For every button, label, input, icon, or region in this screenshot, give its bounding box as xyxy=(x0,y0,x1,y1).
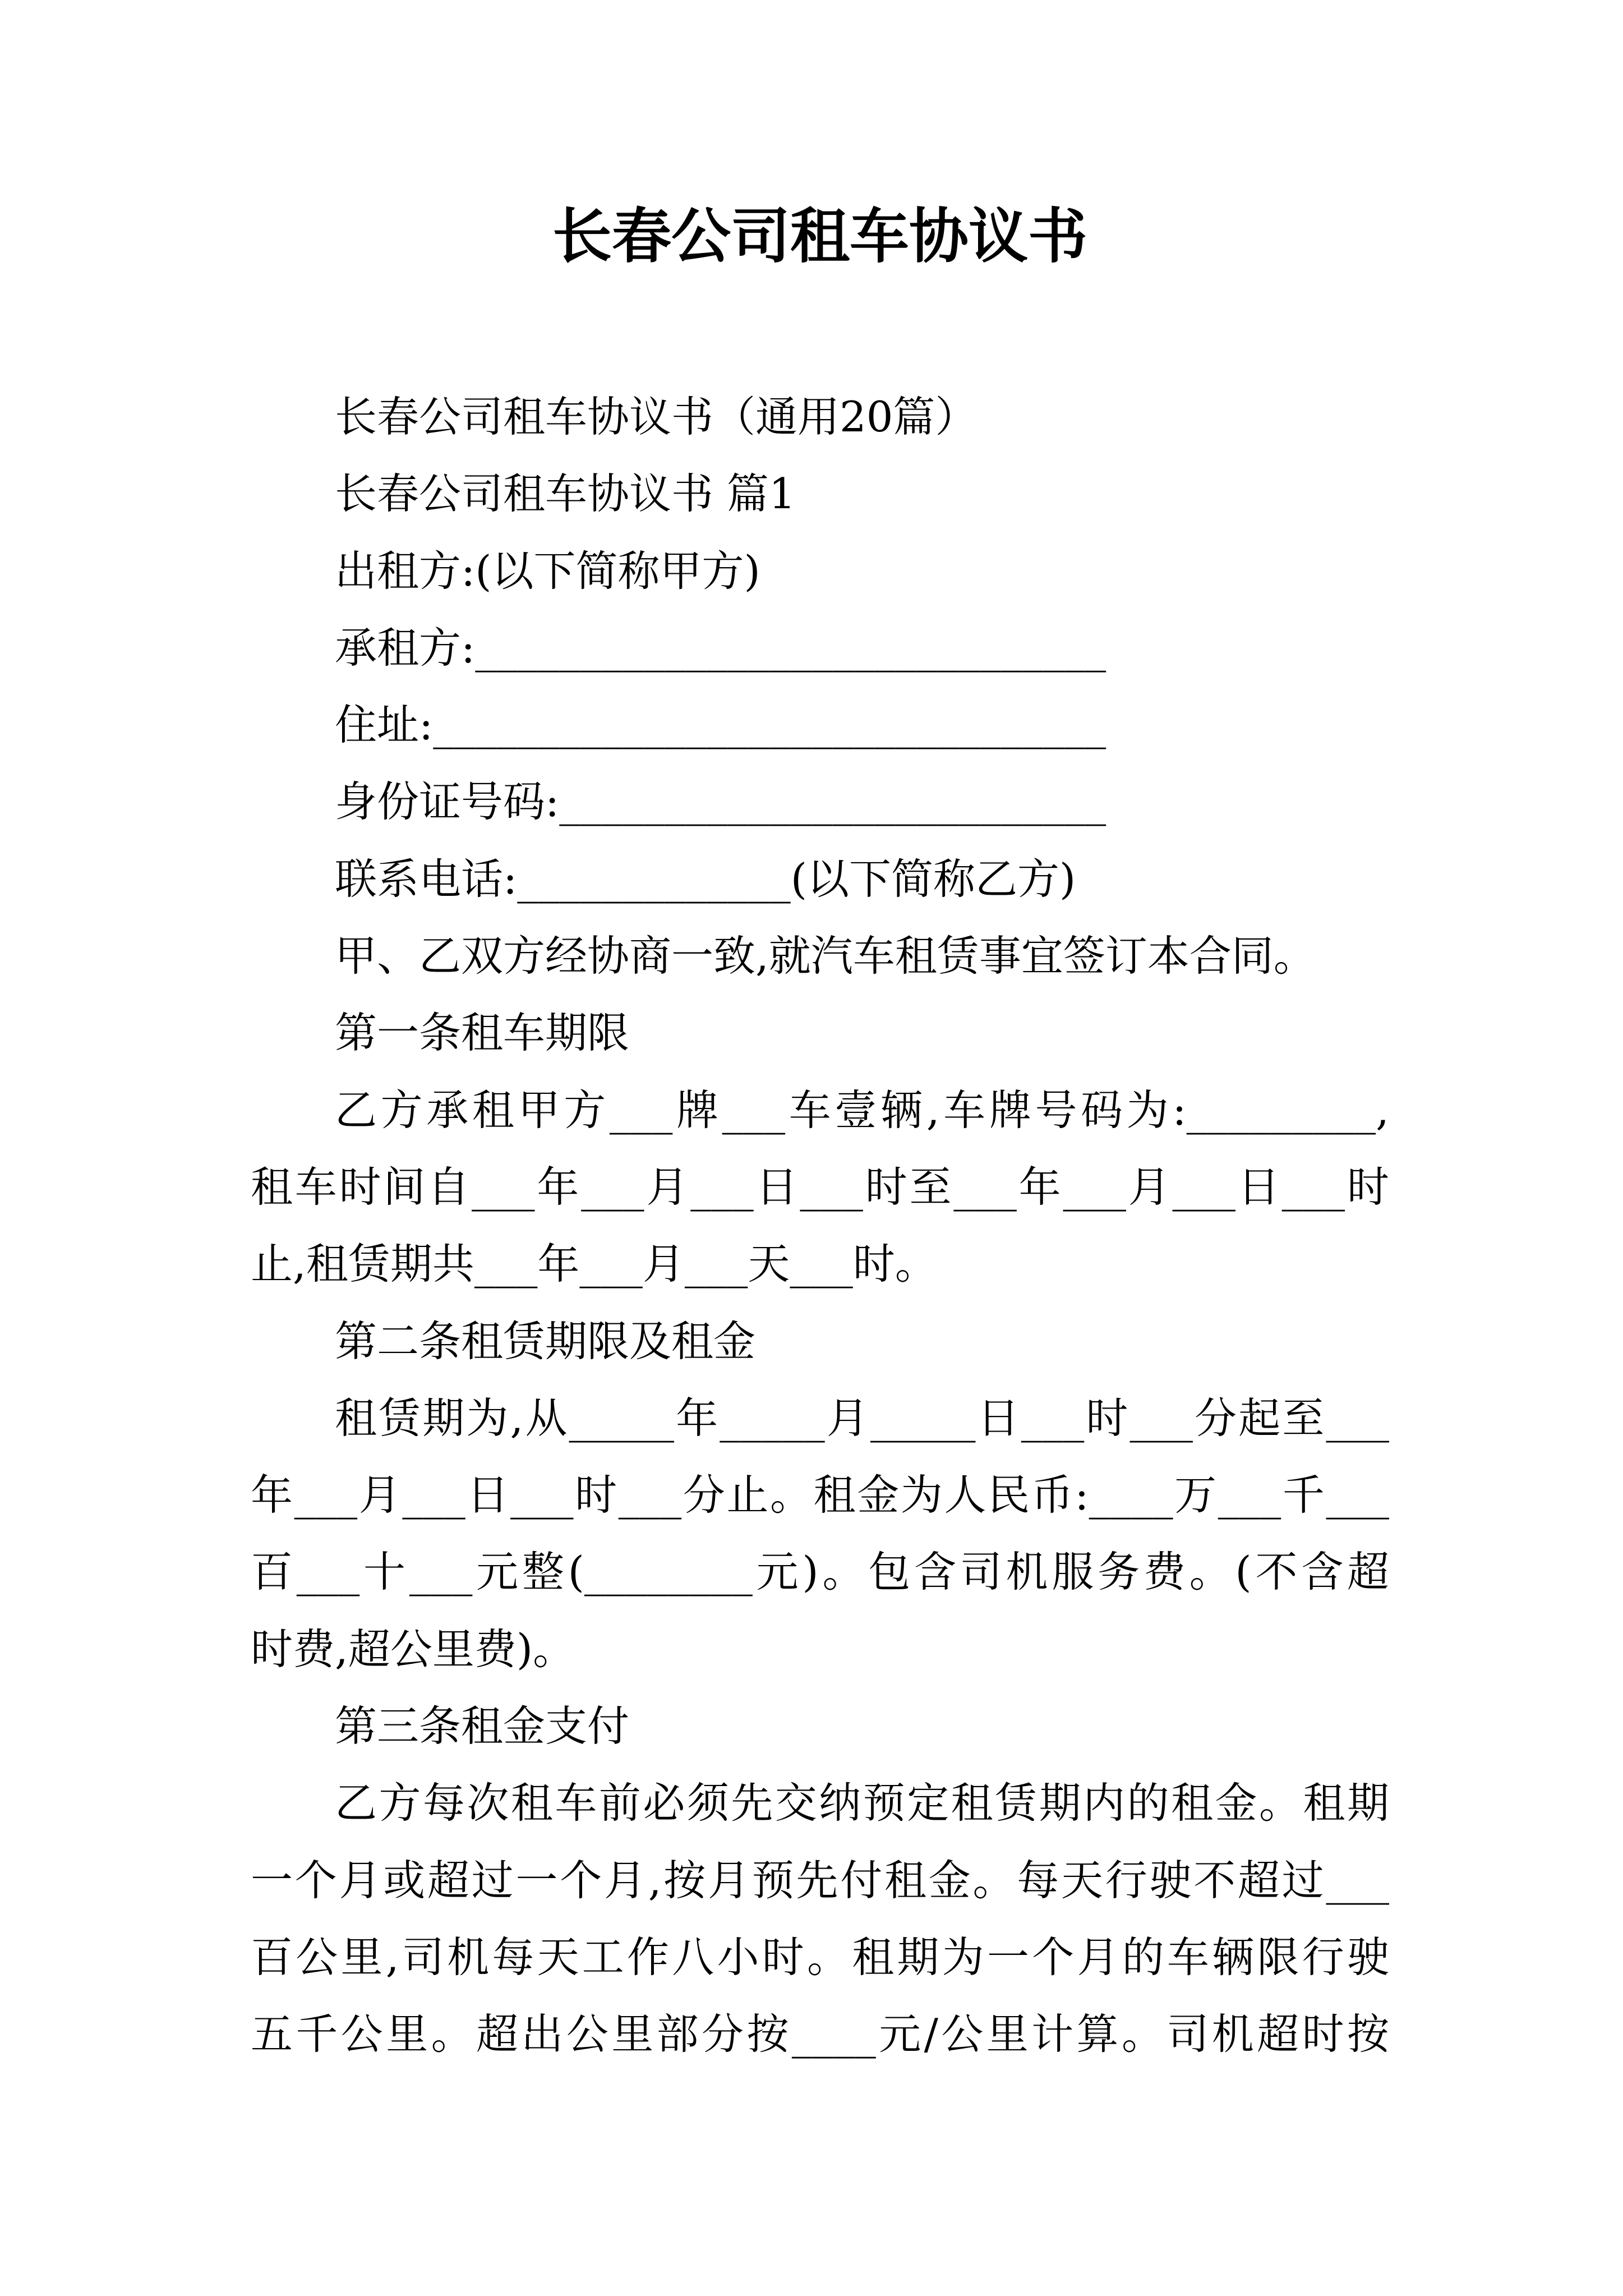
clause-1-body xyxy=(251,1072,1389,1303)
clause-2-heading xyxy=(251,1303,1389,1380)
paragraph-line: 乙方每次租车前必须先交纳预定租赁期内的租金。租期 xyxy=(335,1778,1389,1828)
paragraph-line: 长春公司租车协议书（通用20篇） xyxy=(335,392,978,441)
paragraph-line: 甲、乙双方经协商一致,就汽车租赁事宜签订本合同。 xyxy=(335,931,1316,981)
clause-3-body xyxy=(251,1765,1389,2073)
paragraph-line: 租赁期为,从_____年_____月_____日___时___分起至___ xyxy=(335,1393,1389,1443)
document-title: 长春公司租车协议书 xyxy=(552,201,1087,271)
agreement-intro xyxy=(251,918,1389,995)
paragraph-line: 止,租赁期共___年___月___天___时。 xyxy=(251,1239,937,1289)
clause-2-body xyxy=(251,1380,1389,1688)
clause-1-heading xyxy=(251,995,1389,1071)
paragraph-line: 长春公司租车协议书 篇1 xyxy=(335,469,796,519)
paragraph-line: 第三条租金支付 xyxy=(335,1701,630,1751)
article-heading xyxy=(251,455,1389,532)
paragraph-line: 乙方承租甲方___牌___车壹辆,车牌号码为:_________, xyxy=(335,1085,1389,1135)
document-body xyxy=(251,379,1389,2073)
clause-3-heading xyxy=(251,1688,1389,1765)
paragraph-line: 第二条租赁期限及租金 xyxy=(335,1316,756,1366)
paragraph-line: 住址:________________________________ xyxy=(335,700,1106,750)
paragraph-line: 百公里,司机每天工作八小时。租期为一个月的车辆限行驶 xyxy=(251,1932,1389,1982)
paragraph-line: 租车时间自___年___月___日___时至___年___月___日___时 xyxy=(251,1162,1389,1212)
paragraph-line: 出租方:(以下简称甲方) xyxy=(335,546,760,596)
paragraph-line: 时费,超公里费)。 xyxy=(251,1624,575,1674)
address-field xyxy=(251,687,1389,763)
lessor-field xyxy=(251,533,1389,610)
paragraph-line: 一个月或超过一个月,按月预先付租金。每天行驶不超过___ xyxy=(251,1855,1389,1905)
paragraph-line: 身份证号码:__________________________ xyxy=(335,777,1106,827)
id-number-field xyxy=(251,763,1389,840)
paragraph-line: 百___十___元整(________元)。包含司机服务费。(不含超 xyxy=(251,1547,1389,1597)
paragraph-line: 联系电话:_____________(以下简称乙方) xyxy=(335,854,1076,904)
paragraph-line: 承租方:______________________________ xyxy=(335,623,1106,673)
paragraph-line: 年___月___日___时___分止。租金为人民币:____万___千___ xyxy=(251,1470,1389,1520)
phone-field xyxy=(251,841,1389,918)
paragraph-line: 五千公里。超出公里部分按____元/公里计算。司机超时按 xyxy=(251,2009,1389,2059)
paragraph-line: 第一条租车期限 xyxy=(335,1008,630,1058)
lessee-field xyxy=(251,610,1389,687)
document-subtitle xyxy=(251,379,1389,455)
